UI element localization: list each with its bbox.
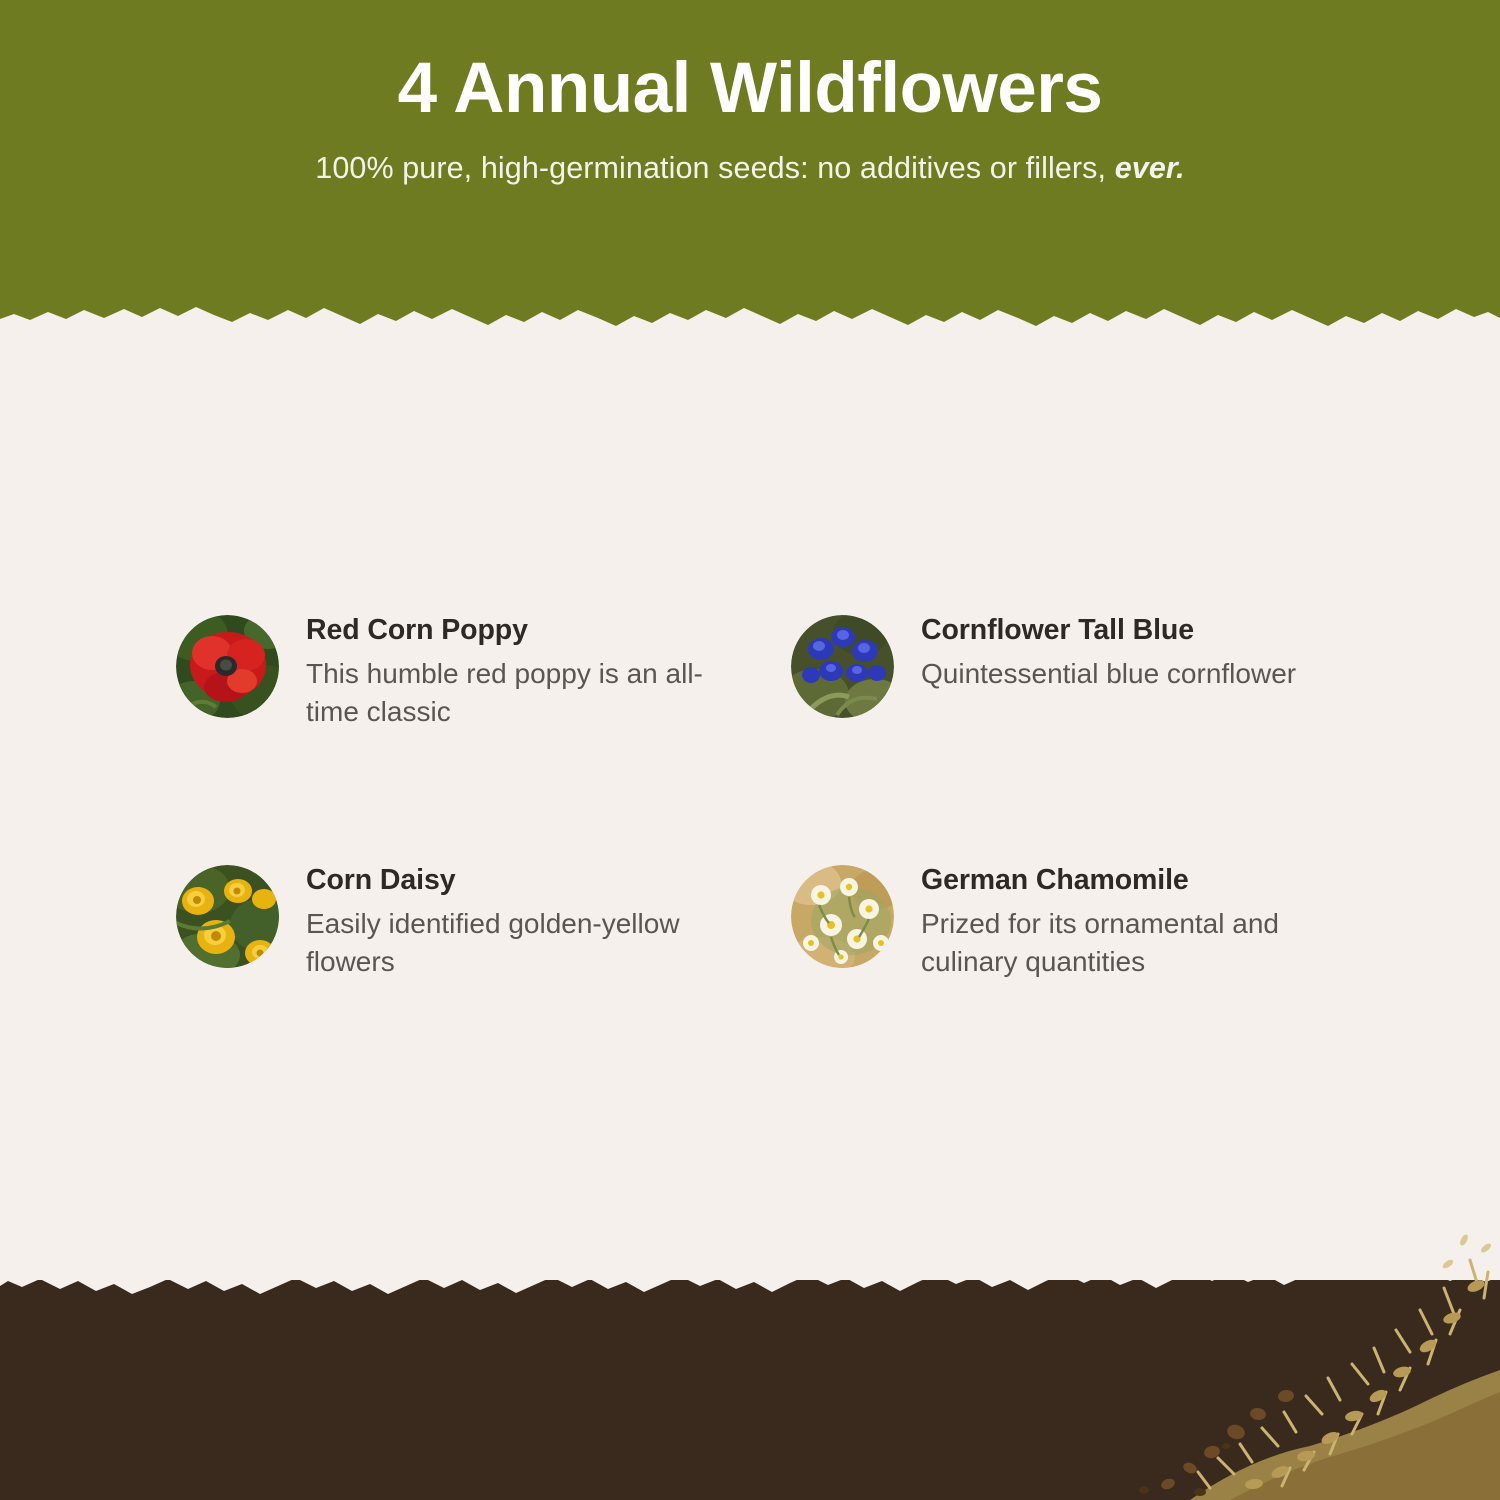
list-item-description: Easily identified golden-yellow flowers <box>306 907 680 978</box>
list-item-title: Cornflower Tall Blue <box>921 614 1194 646</box>
torn-paper-edge-bottom-icon <box>0 1254 1500 1294</box>
red-poppy-photo <box>176 615 279 718</box>
main-content <box>0 340 1500 1300</box>
variety-list <box>176 612 1326 982</box>
list-item-description: Quintessential blue cornflower <box>921 657 1297 689</box>
corn-daisy-thumbnail-icon <box>176 865 279 968</box>
list-item-title: Red Corn Poppy <box>306 614 528 646</box>
german-chamomile-thumbnail-icon <box>791 865 894 968</box>
list-item-description: Prized for its ornamental and culinary quantities <box>921 907 1279 978</box>
blue-cornflower-thumbnail-icon <box>791 615 894 718</box>
list-item-text <box>306 862 736 982</box>
header-banner-content <box>0 0 1500 300</box>
list-item <box>791 612 1351 732</box>
list-item-text <box>921 862 1351 982</box>
yellow-corn-daisy-photo <box>176 865 279 968</box>
list-item <box>791 862 1351 982</box>
list-item-title: Corn Daisy <box>306 863 456 896</box>
german-chamomile-photo <box>791 865 894 968</box>
page-subtitle-emphasis: ever. <box>1114 150 1185 185</box>
list-item-description: This humble red poppy is an all-time classic <box>306 657 703 728</box>
header-banner <box>0 0 1500 340</box>
list-item-title: German Chamomile <box>921 863 1189 896</box>
list-item <box>176 862 736 982</box>
blue-cornflower-photo <box>791 615 894 718</box>
torn-paper-edge-icon <box>0 298 1500 342</box>
page-subtitle-text: 100% pure, high-germination seeds: no additives or fillers, <box>315 150 1115 185</box>
page-subtitle <box>315 151 1185 186</box>
list-item-text <box>306 612 736 732</box>
list-item <box>176 612 736 732</box>
footer-band <box>0 1280 1500 1500</box>
red-poppy-thumbnail-icon <box>176 615 279 718</box>
page-title: 4 Annual Wildflowers <box>397 49 1103 128</box>
list-item-text <box>921 612 1296 693</box>
